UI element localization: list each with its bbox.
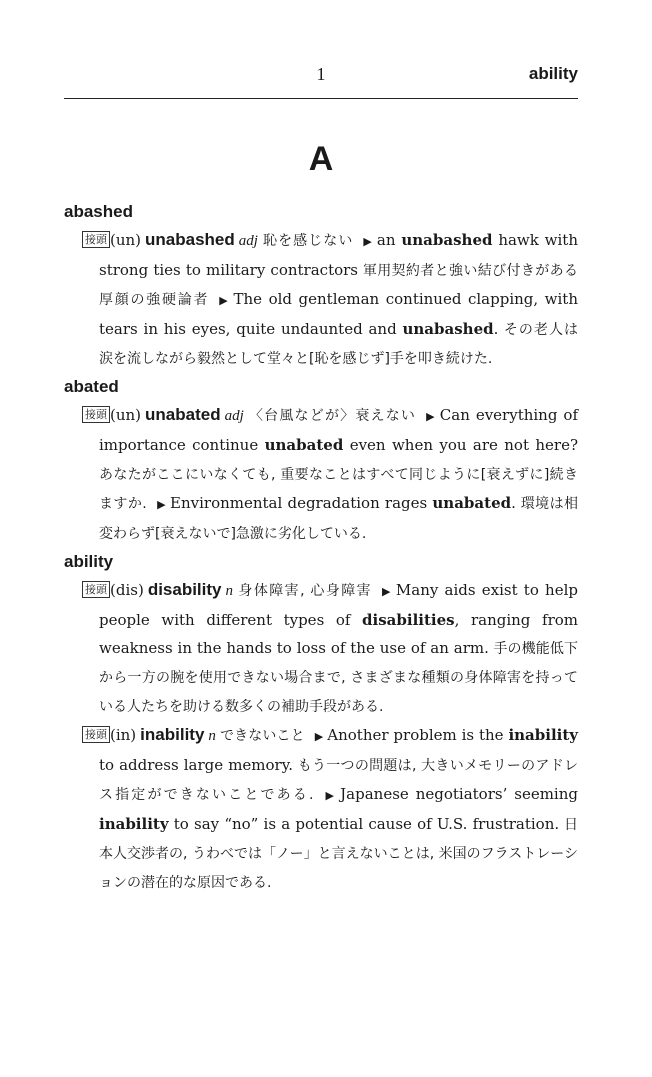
example-en: , ranging from weakness in the hands to loss of the use of an arm. [99,611,578,657]
example-en: hawk with strong ties to military contractors [99,231,579,279]
header-rule [64,98,578,99]
example-en: an [376,231,402,249]
sense [64,226,578,373]
page-number: 1 [316,64,326,84]
example-en: Environmental degradation rages [170,494,433,512]
example-keyword: unabashed [402,320,494,338]
sense [64,576,578,721]
sense [64,401,578,548]
example-en: even when you are not here? [343,436,578,454]
part-of-speech: n [225,583,233,599]
affix: (dis) [110,581,144,599]
entry-ability [64,548,578,897]
example-ja: 軍用契約者と強い結び付きがある厚顔の強硬論者 [99,263,579,308]
example-en: Japanese negotiators’ seeming [340,785,578,803]
derived-word: unabated [145,405,221,424]
meaning: 恥を感じない [261,233,354,249]
example-marker-icon: ▶ [314,730,324,743]
entry-abashed [64,198,578,373]
prefix-badge: 接頭 [82,231,110,248]
affix: (in) [110,726,137,744]
running-head: ability [528,64,578,83]
dictionary-entries [64,198,578,897]
part-of-speech: n [208,728,216,744]
example-ja: 日本人交渉者の, うわべでは「ノー」と言えないことは, 米国のフラストレーションの潜在的な原因である. [99,817,579,891]
part-of-speech: adj [238,233,258,249]
example-en: Many aids exist to help people with different types of [99,581,578,629]
example-marker-icon: ▶ [219,294,230,307]
section-letter: A [308,140,334,178]
example-marker-icon: ▶ [156,498,167,511]
prefix-badge: 接頭 [82,406,110,423]
sense [64,721,578,897]
example-ja: あなたがここにいなくても, 重要なことはすべて同じように[衰えずに]続きますか. [99,467,578,512]
example-en: . [493,320,499,338]
example-ja: 環境は相変わらず[衰えないで]急激に劣化している. [99,496,579,542]
part-of-speech: adj [224,408,244,424]
example-ja: もう一つの問題は, 大きいメモリーのアドレス指定ができないことである. [99,758,578,803]
example-keyword: unabated [432,494,512,512]
meaning: できないこと [219,728,305,744]
example-keyword: inability [99,815,169,833]
derived-word: unabashed [145,230,235,249]
example-en: to address large memory. [99,756,293,774]
example-ja: 手の機能低下から一方の腕を使用できない場合まで, さまざまな種類の身体障害を持っている人たちを助ける数多くの補助手段がある. [99,641,578,715]
prefix-badge: 接頭 [82,726,110,743]
prefix-badge: 接頭 [82,581,110,598]
example-en: The old gentleman continued clapping, with tears in his eyes, quite undaunted and [99,290,578,338]
example-en: Another problem is the [327,726,509,744]
entry-abated [64,373,578,548]
example-ja: その老人は涙を流しながら毅然として堂々と[恥を感じず]手を叩き続けた. [99,322,578,367]
example-en: Can everything of importance continue [99,406,578,454]
headword: ability [64,552,114,571]
page-header [64,0,578,100]
headword: abashed [64,202,133,221]
example-marker-icon: ▶ [363,235,373,248]
example-keyword: inability [508,726,578,744]
meaning: 〈台風などが〉衰えない [247,408,417,424]
example-en: to say “no” is a potential cause of U.S. frustration. [168,815,560,833]
example-marker-icon: ▶ [382,585,392,598]
affix: (un) [110,231,142,249]
example-keyword: disabilities [362,611,455,629]
headword: abated [64,377,119,396]
derived-word: disability [147,580,222,599]
example-marker-icon: ▶ [323,789,337,802]
example-en: . [511,494,516,512]
derived-word: inability [140,725,205,744]
example-keyword: unabated [264,436,344,454]
example-marker-icon: ▶ [426,410,436,423]
meaning: 身体障害, 心身障害 [237,583,373,599]
affix: (un) [110,406,142,424]
example-keyword: unabashed [401,231,493,249]
